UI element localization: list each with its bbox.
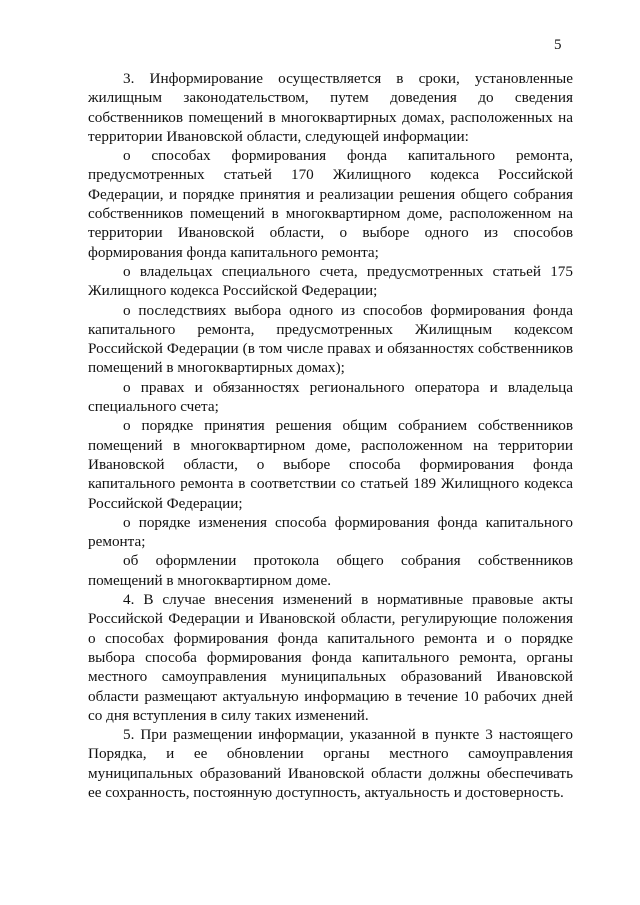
paragraph-consequences: о последствиях выбора одного из способов формирования фонда капитального ремонта, предусмотренных Жилищным кодексом Российской Федерации (в том числе правах и обязанностях собственников помещений в многоквартирных домах);	[88, 301, 573, 377]
paragraph-item-3: 3. Информирование осуществляется в сроки, установленные жилищным законодательством, путем доведения до сведения собственников помещений в многоквартирных домах, расположенных на территории Ивановской области, следующей информации:	[88, 70, 573, 145]
paragraph-decision-procedure: о порядке принятия решения общим собранием собственников помещений в многоквартирном доме, расположенном на территории Ивановской области, о выборе способа формирования фонда капитального ремонта в соответствии со статьей 189 Жилищного кодекса Российской Федерации;	[88, 417, 573, 512]
document-body	[88, 69, 573, 802]
paragraph-protocol: об оформлении протокола общего собрания собственников помещений в многоквартирном доме.	[88, 552, 573, 589]
paragraph-rights-obligations: о правах и обязанностях регионального оператора и владельца специального счета;	[88, 378, 573, 416]
paragraph-change-procedure: о порядке изменения способа формирования фонда капитального ремонта;	[88, 513, 573, 551]
paragraph-item-5: 5. При размещении информации, указанной в пункте 3 настоящего Порядка, и ее обновлении органы местного самоуправления муниципальных образований Ивановской области должны обеспечивать ее сохранность, постоянную доступность, актуальность и достоверность.	[88, 726, 573, 801]
paragraph-special-account-owners: о владельцах специального счета, предусмотренных статьей 175 Жилищного кодекса Российской Федерации;	[88, 262, 573, 300]
paragraph-item-4: 4. В случае внесения изменений в нормативные правовые акты Российской Федерации и Ивановской области, регулирующие положения о способах формирования фонда капитального ремонта и о порядке выбора способа формирования фонда капитального ремонта, органы местного самоуправления муниципальных образований Ивановской области размещают актуальную информацию в течение 10 рабочих дней со дня вступления в силу таких изменений.	[88, 591, 573, 724]
page-number: 5	[554, 37, 562, 53]
paragraph-funding-methods: о способах формирования фонда капитального ремонта, предусмотренных статьей 170 Жилищного кодекса Российской Федерации, и порядке принятия и реализации решения общего собрания собственников помещений в многоквартирном доме, расположенном на территории Ивановской области, о выборе одного из способов формирования фонда капитального ремонта;	[88, 147, 573, 261]
